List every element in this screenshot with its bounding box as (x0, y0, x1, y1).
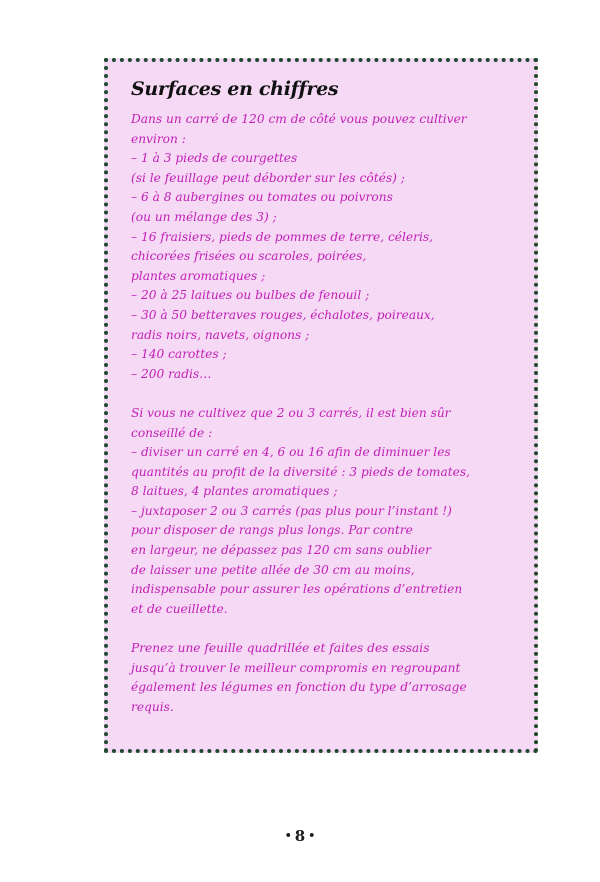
text-line: indispensable pour assurer les opérations d’entretien (131, 582, 463, 597)
text-line: radis noirs, navets, oignons ; (131, 327, 310, 342)
text-line: 8 laitues, 4 plantes aromatiques ; (131, 484, 338, 499)
text-line: – 1 à 3 pieds de courgettes (131, 151, 298, 166)
text-line: requis. (131, 699, 174, 714)
text-line: en largeur, ne dépassez pas 120 cm sans oublier (131, 543, 431, 558)
paragraph-surfaces (131, 110, 526, 384)
text-line: (ou un mélange des 3) ; (131, 209, 277, 224)
page-number (0, 827, 600, 845)
text-line: – 16 fraisiers, pieds de pommes de terre, céleris, (131, 229, 433, 244)
paragraph-gap (131, 384, 526, 404)
paragraph-gap (131, 619, 526, 639)
text-line: – 30 à 50 betteraves rouges, échalotes, poireaux, (131, 307, 435, 322)
text-line: – 20 à 25 laitues ou bulbes de fenouil ; (131, 288, 370, 303)
bullet-left: • (284, 829, 292, 842)
page-number-value: 8 (294, 827, 306, 845)
info-box-title: Surfaces en chiffres (131, 78, 339, 100)
text-line: jusqu’à trouver le meilleur compromis en regroupant (131, 660, 461, 675)
text-line: Dans un carré de 120 cm de côté vous pouvez cultiver (131, 112, 467, 126)
text-line: (si le feuillage peut déborder sur les côtés) ; (131, 170, 405, 185)
text-line: – juxtaposer 2 ou 3 carrés (pas plus pour l’instant !) (131, 503, 452, 518)
paragraph-advice (131, 404, 526, 620)
text-line: Si vous ne cultivez que 2 ou 3 carrés, il est bien sûr (131, 405, 451, 420)
text-line: Prenez une feuille quadrillée et faites des essais (131, 641, 430, 656)
text-line: environ : (131, 131, 186, 146)
text-line: quantités au profit de la diversité : 3 pieds de tomates, (131, 464, 470, 479)
text-line: conseillé de : (131, 425, 213, 440)
text-line: et de cueillette. (131, 601, 228, 616)
bullet-right: • (308, 829, 316, 842)
text-line: également les légumes en fonction du type d’arrosage (131, 680, 467, 695)
text-line: – diviser un carré en 4, 6 ou 16 afin de diminuer les (131, 445, 451, 460)
text-line: pour disposer de rangs plus longs. Par contre (131, 523, 413, 538)
info-box-text (131, 110, 526, 717)
paragraph-tip (131, 639, 526, 717)
text-line: de laisser une petite allée de 30 cm au moins, (131, 562, 415, 577)
text-line: – 140 carottes ; (131, 347, 227, 362)
text-line: – 6 à 8 aubergines ou tomates ou poivrons (131, 190, 393, 205)
text-line: plantes aromatiques ; (131, 268, 266, 283)
text-line: – 200 radis… (131, 366, 212, 381)
text-line: chicorées frisées ou scaroles, poirées, (131, 249, 367, 264)
